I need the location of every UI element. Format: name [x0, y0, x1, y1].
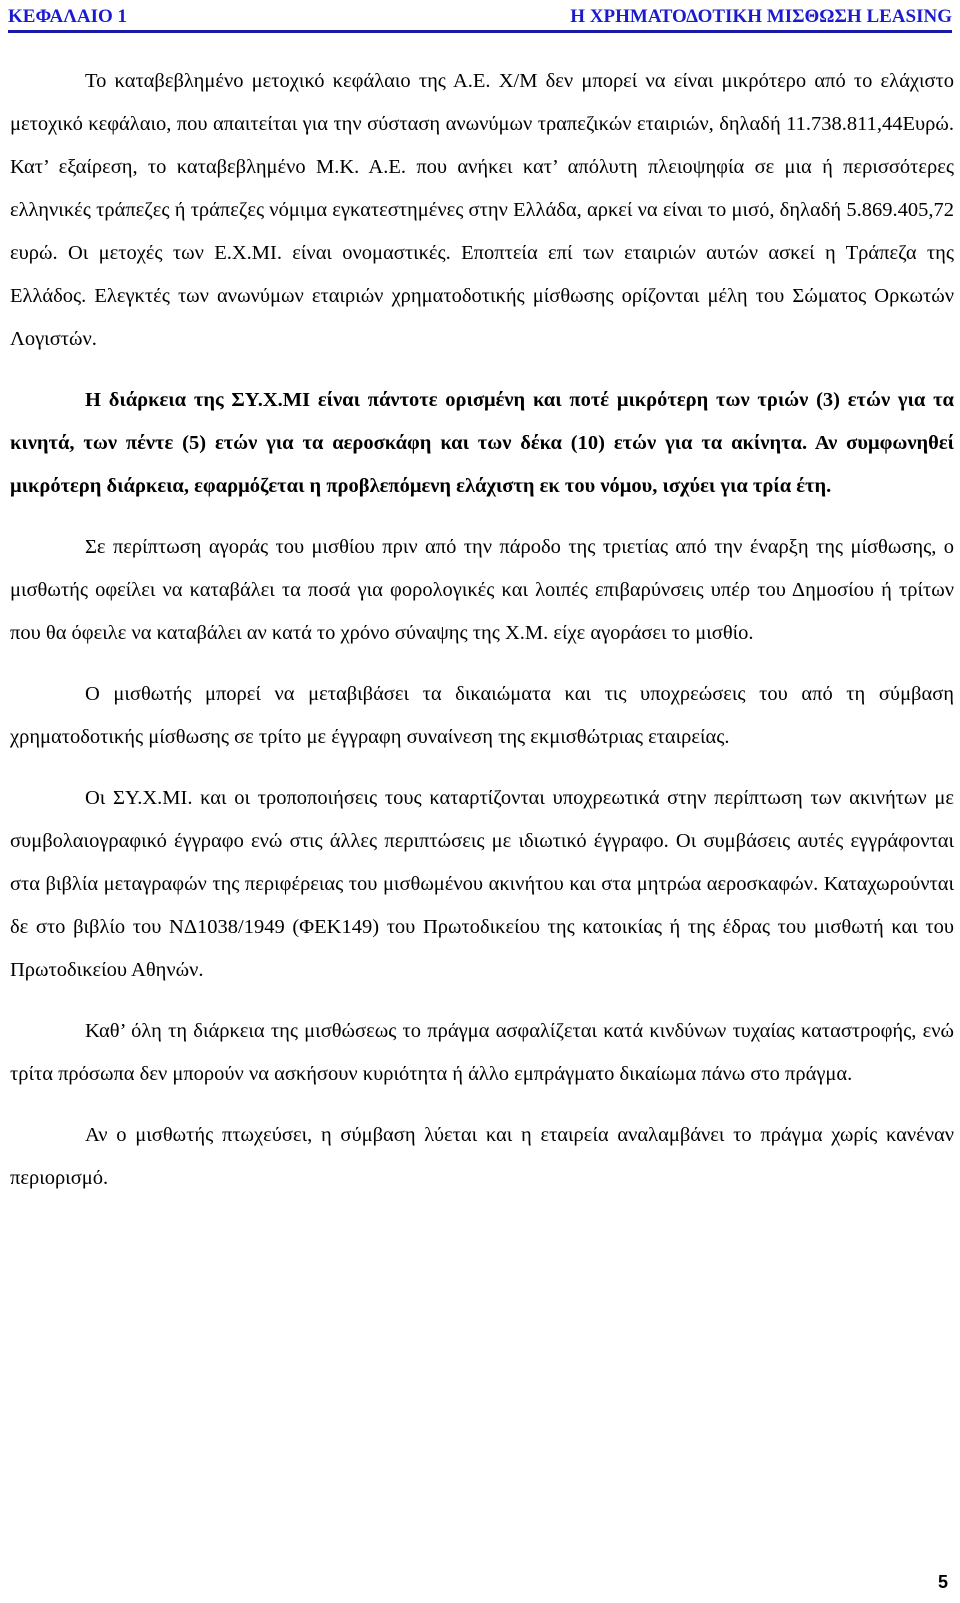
page-number: 5: [937, 1572, 948, 1592]
paragraph-transfer-rights: Ο μισθωτής μπορεί να μεταβιβάσει τα δικαιώματα και τις υποχρεώσεις του από τη σύμβαση χρηματοδοτικής μίσθωσης σε τρίτο με έγγραφη συναίνεση της εκμισθώτριας εταιρείας.: [10, 683, 954, 748]
paragraph-bankruptcy: Αν ο μισθωτής πτωχεύσει, η σύμβαση λύεται και η εταιρεία αναλαμβάνει το πράγμα χωρίς κανέναν περιορισμό.: [10, 1124, 954, 1189]
paragraph-registration: Οι ΣΥ.Χ.ΜΙ. και οι τροποποιήσεις τους καταρτίζονται υποχρεωτικά στην περίπτωση των ακινήτων με συμβολαιογραφικό έγγραφο ενώ στις άλλες περιπτώσεις με ιδιωτικό έγγραφο. Οι συμβάσεις αυτές εγγράφονται στα βιβλία μεταγραφών της περιφέρειας του μισθωμένου ακινήτου και στα μητρώα αεροσκαφών. Καταχωρούνται δε στο βιβλίο του ΝΔ1038/1949 (ΦΕΚ149) του Πρωτοδικείου της κατοικίας ή της έδρας του μισθωτή και του Πρωτοδικείου Αθηνών.: [10, 787, 954, 981]
paragraph-insurance: Καθ’ όλη τη διάρκεια της μισθώσεως το πράγμα ασφαλίζεται κατά κινδύνων τυχαίας καταστροφής, ενώ τρίτα πρόσωπα δεν μπορούν να ασκήσουν κυριότητα ή άλλο εμπράγματο δικαίωμα πάνω στο πράγμα.: [10, 1020, 954, 1085]
page-body: [10, 60, 954, 1200]
chapter-title: Η ΧΡΗΜΑΤΟΔΟΤΙΚΗ ΜΙΣΘΩΣΗ LEASING: [570, 6, 952, 27]
paragraph-share-capital: Το καταβεβλημένο μετοχικό κεφάλαιο της Α.Ε. Χ/Μ δεν μπορεί να είναι μικρότερο από το ελάχιστο μετοχικό κεφάλαιο, που απαιτείται για την σύσταση ανωνύμων τραπεζικών εταιριών, δηλαδή 11.738.811,44Ευρώ. Κατ’ εξαίρεση, το καταβεβλημένο Μ.Κ. Α.Ε. που ανήκει κατ’ απόλυτη πλειοψηφία σε μια ή περισσότερες ελληνικές τράπεζες ή τράπεζες νόμιμα εγκατεστημένες στην Ελλάδα, αρκεί να είναι το μισό, δηλαδή 5.869.405,72 ευρώ. Οι μετοχές των Ε.Χ.ΜΙ. είναι ονομαστικές. Εποπτεία επί των εταιριών αυτών ασκεί η Τράπεζα της Ελλάδος. Ελεγκτές των ανωνύμων εταιριών χρηματοδοτικής μίσθωσης ορίζονται μέλη του Σώματος Ορκωτών Λογιστών.: [10, 70, 954, 350]
chapter-label: ΚΕΦΑΛΑΙΟ 1: [8, 6, 128, 27]
paragraph-early-purchase: Σε περίπτωση αγοράς του μισθίου πριν από την πάροδο της τριετίας από την έναρξη της μίσθωσης, ο μισθωτής οφείλει να καταβάλει τα ποσά για φορολογικές και λοιπές επιβαρύνσεις υπέρ του Δημοσίου ή τρίτων που θα όφειλε να καταβάλει αν κατά το χρόνο σύναψης της Χ.Μ. είχε αγοράσει το μισθίο.: [10, 536, 954, 644]
running-header: [8, 4, 952, 33]
paragraph-lease-duration: Η διάρκεια της ΣΥ.Χ.ΜΙ είναι πάντοτε ορισμένη και ποτέ μικρότερη των τριών (3) ετών για τα κινητά, των πέντε (5) ετών για τα αεροσκάφη και των δέκα (10) ετών για τα ακίνητα. Αν συμφωνηθεί μικρότερη διάρκεια, εφαρμόζεται η προβλεπόμενη ελάχιστη εκ του νόμου, ισχύει για τρία έτη.: [10, 389, 954, 497]
